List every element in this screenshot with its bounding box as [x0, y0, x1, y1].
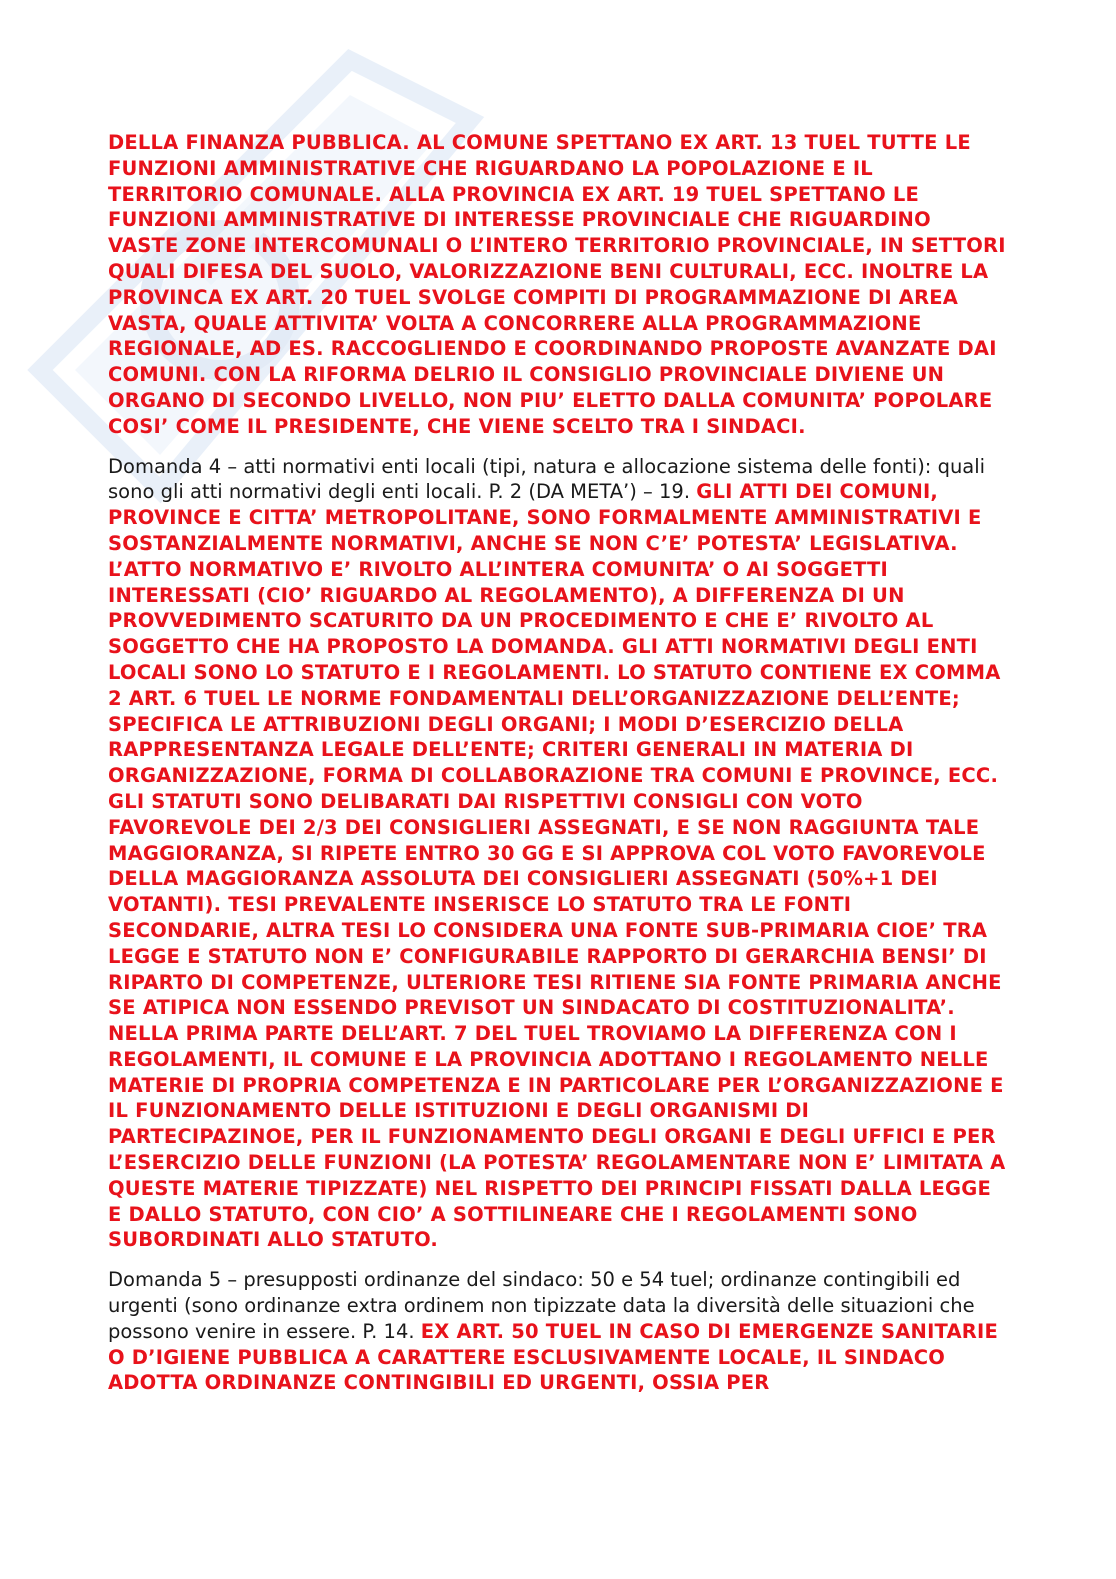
document-page	[108, 130, 1008, 1410]
question-text: Domanda 4 – atti normativi enti locali (tipi, natura e allocazione sistema delle fonti): quali sono gli atti normativi degli enti locali. P. 2 (DA META’) – 19.	[108, 454, 986, 504]
answer-text: EX ART. 50 TUEL IN CASO DI EMERGENZE SANITARIE O D’IGIENE PUBBLICA A CARATTERE ESCLUSIVAMENTE LOCALE, IL SINDACO ADOTTA ORDINANZE CONTINGIBILI ED URGENTI, OSSIA PER	[108, 1319, 999, 1395]
paragraph-2	[108, 454, 1008, 1254]
paragraph-1	[108, 130, 1008, 440]
answer-text: GLI ATTI DEI COMUNI, PROVINCE E CITTA’ METROPOLITANE, SONO FORMALMENTE AMMINISTRATIVI E SOSTANZIALMENTE NORMATIVI, ANCHE SE NON C’E’ POTESTA’ LEGISLATIVA. L’ATTO NORMATIVO E’ RIVOLTO ALL’INTERA COMUNITA’ O AI SOGGETTI INTERESSATI (CIO’ RIGUARDO AL REGOLAMENTO), A DIFFERENZA DI UN PROVVEDIMENTO SCATURITO DA UN PROCEDIMENTO E CHE E’ RIVOLTO AL SOGGETTO CHE HA PROPOSTO LA DOMANDA. GLI ATTI NORMATIVI DEGLI ENTI LOCALI SONO LO STATUTO E I REGOLAMENTI. LO STATUTO CONTIENE EX COMMA 2 ART. 6 TUEL LE NORME FONDAMENTALI DELL’ORGANIZZAZIONE DELL’ENTE; SPECIFICA LE ATTRIBUZIONI DEGLI ORGANI; I MODI D’ESERCIZIO DELLA RAPPRESENTANZA LEGALE DELL’ENTE; CRITERI GENERALI IN MATERIA DI ORGANIZZAZIONE, FORMA DI COLLABORAZIONE TRA COMUNI E PROVINCE, ECC. GLI STATUTI SONO DELIBARATI DAI RISPETTIVI CONSIGLI CON VOTO FAVOREVOLE DEI 2/3 DEI CONSIGLIERI ASSEGNATI, E SE NON RAGGIUNTA TALE MAGGIORANZA, SI RIPETE ENTRO 30 GG E SI APPROVA COL VOTO FAVOREVOLE DELLA MAGGIORANZA ASSOLUTA DEI CONSIGLIERI ASSEGNATI (50%+1 DEI VOTANTI). TESI PREVALENTE INSERISCE LO STATUTO TRA LE FONTI SECONDARIE, ALTRA TESI LO CONSIDERA UNA FONTE SUB-PRIMARIA CIOE’ TRA LEGGE E STATUTO NON E’ CONFIGURABILE RAPPORTO DI GERARCHIA BENSI’ DI RIPARTO DI COMPETENZE, ULTERIORE TESI RITIENE SIA FONTE PRIMARIA ANCHE SE ATIPICA NON ESSENDO PREVISOT UN SINDACATO DI COSTITUZIONALITA’. NELLA PRIMA PARTE DELL’ART. 7 DEL TUEL TROVIAMO LA DIFFERENZA CON I REGOLAMENTI, IL COMUNE E LA PROVINCIA ADOTTANO I REGOLAMENTO NELLE MATERIE DI PROPRIA COMPETENZA E IN PARTICOLARE PER L’ORGANIZZAZIONE E IL FUNZIONAMENTO DELLE ISTITUZIONI E DEGLI ORGANISMI DI PARTECIPAZINOE, PER IL FUNZIONAMENTO DEGLI ORGANI E DEGLI UFFICI E PER L’ESERCIZIO DELLE FUNZIONI (LA POTESTA’ REGOLAMENTARE NON E’ LIMITATA A QUESTE MATERIE TIPIZZATE) NEL RISPETTO DEI PRINCIPI FISSATI DALLA LEGGE E DALLO STATUTO, CON CIO’ A SOTTILINEARE CHE I REGOLAMENTI SONO SUBORDINATI ALLO STATUTO.	[108, 480, 1006, 1252]
answer-text: DELLA FINANZA PUBBLICA. AL COMUNE SPETTANO EX ART. 13 TUEL TUTTE LE FUNZIONI AMMINISTRATIVE CHE RIGUARDANO LA POPOLAZIONE E IL TERRITORIO COMUNALE. ALLA PROVINCIA EX ART. 19 TUEL SPETTANO LE FUNZIONI AMMINISTRATIVE DI INTERESSE PROVINCIALE CHE RIGUARDINO VASTE ZONE INTERCOMUNALI O L’INTERO TERRITORIO PROVINCIALE, IN SETTORI QUALI DIFESA DEL SUOLO, VALORIZZAZIONE BENI CULTURALI, ECC. INOLTRE LA PROVINCA EX ART. 20 TUEL SVOLGE COMPITI DI PROGRAMMAZIONE DI AREA VASTA, QUALE ATTIVITA’ VOLTA A CONCORRERE ALLA PROGRAMMAZIONE REGIONALE, AD ES. RACCOGLIENDO E COORDINANDO PROPOSTE AVANZATE DAI COMUNI. CON LA RIFORMA DELRIO IL CONSIGLIO PROVINCIALE DIVIENE UN ORGANO DI SECONDO LIVELLO, NON PIU’ ELETTO DALLA COMUNITA’ POPOLARE COSI’ COME IL PRESIDENTE, CHE VIENE SCELTO TRA I SINDACI.	[108, 131, 1006, 438]
question-text: Domanda 5 – presupposti ordinanze del sindaco: 50 e 54 tuel; ordinanze contingibili ed urgenti (sono ordinanze extra ordinem non tipizzate data la diversità delle situazioni che possono venire in essere. P. 14.	[108, 1268, 975, 1343]
paragraph-3	[108, 1267, 1008, 1396]
